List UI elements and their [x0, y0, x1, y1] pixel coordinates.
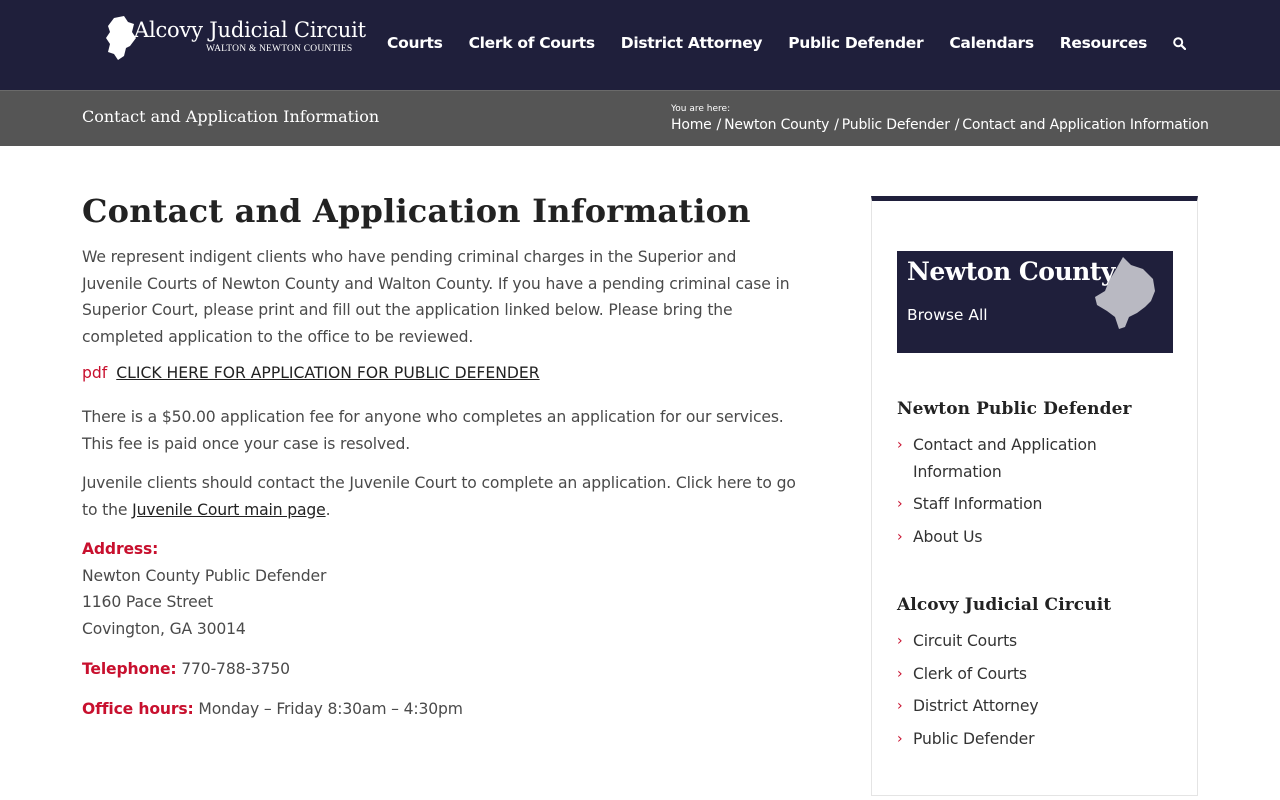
address-line: 1160 Pace Street: [82, 593, 214, 611]
address-line: Newton County Public Defender: [82, 566, 327, 585]
bullet-icon: ›: [897, 437, 903, 453]
menu-item-public-defender[interactable]: [897, 726, 1177, 753]
bullet-icon: ›: [897, 496, 903, 512]
georgia-county-icon: [104, 16, 138, 60]
site-logo[interactable]: [104, 16, 364, 60]
bullet-icon: ›: [897, 665, 903, 682]
office-hours-value: Monday – Friday 8:30am – 4:30pm: [198, 700, 463, 718]
nav-district-attorney[interactable]: District Attorney: [620, 34, 763, 52]
breadcrumb-home[interactable]: Home: [671, 117, 712, 133]
sidebar: [871, 196, 1198, 796]
breadcrumb-separator: /: [954, 117, 960, 133]
logo-title: Alcovy Judicial Circuit: [134, 18, 366, 42]
nav-clerk-of-courts[interactable]: Clerk of Courts: [468, 34, 595, 52]
logo-subtitle: WALTON & NEWTON COUNTIES: [206, 44, 353, 54]
nav-calendars[interactable]: Calendars: [949, 34, 1034, 52]
main-nav: [361, 34, 1186, 54]
address-block: [82, 536, 326, 642]
intro-paragraph: We represent indigent clients who have pending criminal charges in the Superior and Juvenile Courts of Newton County and Walton County. If you have a pending criminal case in Superior Court, please print and fill out the application linked below. Please bring the completed application to the office to be reviewed.: [82, 248, 790, 346]
application-pdf-link[interactable]: CLICK HERE FOR APPLICATION FOR PUBLIC DEFENDER: [116, 364, 540, 382]
breadcrumb: [671, 117, 1209, 133]
telephone-label: Telephone:: [82, 660, 177, 678]
alcovy-judicial-circuit-heading: Alcovy Judicial Circuit: [897, 595, 1112, 615]
county-card-title: Newton County: [907, 257, 1115, 286]
page-title: Contact and Application Information: [82, 192, 751, 230]
menu-item-label: Circuit Courts: [913, 632, 1018, 650]
menu-item-label: Contact and Application Information: [913, 436, 1097, 481]
menu-item-label: About Us: [913, 527, 983, 546]
menu-item-contact-application[interactable]: [897, 432, 1177, 485]
breadcrumb-public-defender[interactable]: Public Defender: [841, 117, 950, 133]
bullet-icon: ›: [897, 633, 903, 649]
menu-item-label: Public Defender: [913, 729, 1035, 748]
nav-courts[interactable]: Courts: [387, 34, 443, 52]
page-title-bar: [0, 90, 1280, 146]
menu-item-circuit-courts[interactable]: [897, 628, 1177, 655]
juvenile-court-link[interactable]: Juvenile Court main page: [132, 500, 326, 519]
bullet-icon: ›: [897, 730, 903, 747]
newton-public-defender-heading: Newton Public Defender: [897, 399, 1132, 419]
menu-item-label: Clerk of Courts: [913, 664, 1027, 683]
menu-item-staff-information[interactable]: [897, 491, 1177, 518]
nav-public-defender[interactable]: Public Defender: [788, 34, 924, 52]
breadcrumb-newton-county[interactable]: Newton County: [724, 117, 830, 133]
menu-item-clerk-of-courts[interactable]: [897, 661, 1177, 688]
breadcrumb-label: You are here:: [671, 104, 731, 114]
newton-county-map-icon: [1093, 255, 1159, 331]
menu-item-district-attorney[interactable]: [897, 693, 1177, 720]
menu-item-label: Staff Information: [913, 495, 1043, 513]
alcovy-judicial-circuit-menu: [897, 628, 1177, 758]
breadcrumb-separator: /: [834, 117, 839, 133]
bullet-icon: ›: [897, 698, 903, 714]
newton-public-defender-menu: [897, 432, 1177, 556]
address-line: Covington, GA 30014: [82, 619, 246, 638]
menu-item-label: District Attorney: [913, 697, 1039, 715]
juvenile-paragraph: [82, 470, 798, 523]
search-icon[interactable]: [1173, 36, 1186, 54]
telephone-value: 770-788-3750: [181, 660, 290, 678]
main-content: [82, 192, 802, 718]
address-label: Address:: [82, 540, 159, 558]
juvenile-end: .: [325, 500, 331, 519]
newton-county-card[interactable]: [897, 251, 1173, 353]
breadcrumb-separator: /: [716, 117, 722, 133]
nav-resources[interactable]: Resources: [1059, 34, 1147, 52]
pdf-application-row: [82, 364, 540, 382]
office-hours-label: Office hours:: [82, 700, 194, 718]
menu-item-about-us[interactable]: [897, 524, 1177, 551]
telephone-line: [82, 656, 290, 683]
fee-paragraph: There is a $50.00 application fee for anyone who completes an application for our services. This fee is paid once your case is resolved.: [82, 408, 784, 453]
bullet-icon: ›: [897, 528, 903, 545]
pdf-icon: pdf: [82, 364, 108, 382]
browse-all-link[interactable]: Browse All: [907, 306, 988, 324]
titlebar-title: Contact and Application Information: [82, 107, 380, 126]
site-header: [0, 0, 1280, 90]
breadcrumb-current: Contact and Application Information: [962, 117, 1209, 133]
juvenile-text: Juvenile clients should contact the Juvenile Court to complete an application. Click here to go to the: [82, 474, 796, 519]
office-hours-line: [82, 696, 463, 723]
